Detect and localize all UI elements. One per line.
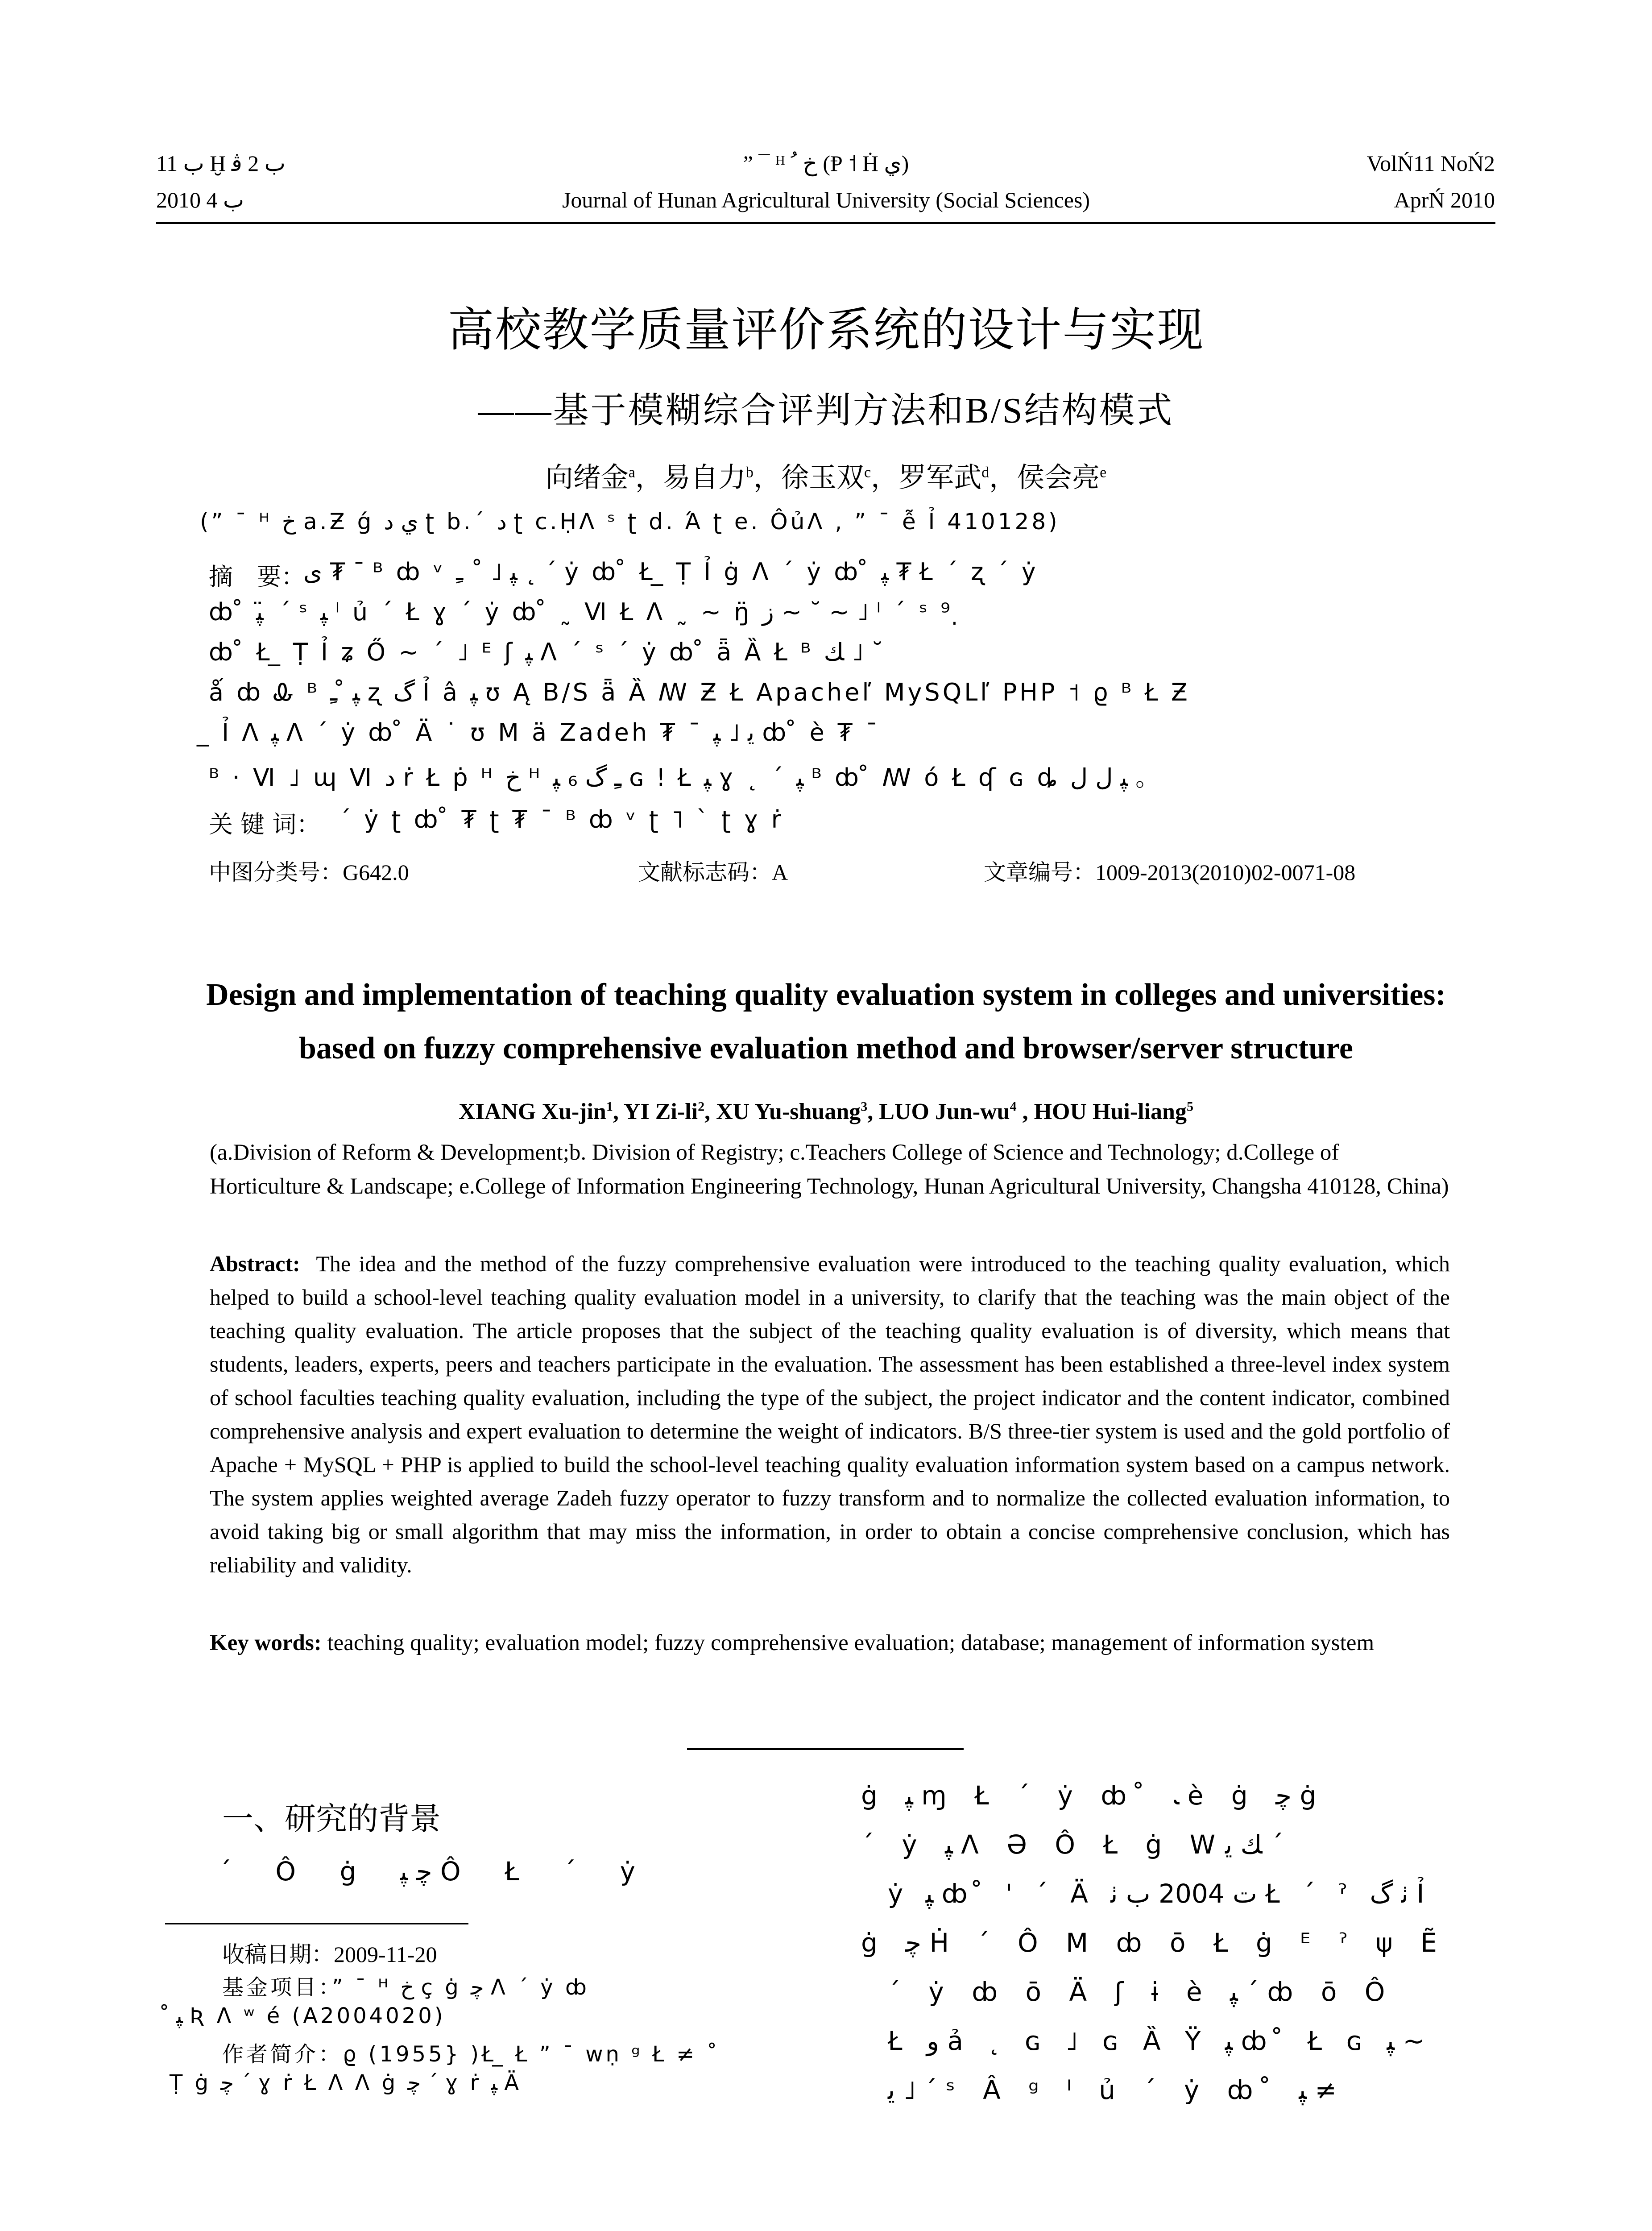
cn-abstract-line: ǻ ȸ Ꮂ ᴮ ﭙ ̊ ﹻ ʐ ﮒ Ỉ â ﭙ ʊ Ą B/S ǟ Ȁ ꟿ Ƶ Ł Apacheľ MySQLľ PHP ˦ ϱ ᴮ Ł Ƶ <box>209 678 1190 706</box>
cn-abstract-line: ﻯ ₮ ¯ ᴮ ȸ ᵛ ﭙ ˩ ˚ ﹻ ˛ ´ ẏ ȸ ̊ Ł ̲ Ṭ Ỉ ġ Λ ´ ẏ ȸ ̊ ﭙ ₮ Ł ´ ʐ ´ ẏ <box>303 558 1039 586</box>
en-keywords-label: Key words: <box>210 1630 322 1655</box>
right-col-line: ġ ﭙ ɱ Ł ´ ẏ ȸ ̊ ﹳ è ġ ﭼ ġ <box>861 1780 1326 1811</box>
clc-label: 中图分类号： <box>209 859 343 885</box>
cn-author: 易自力 <box>662 463 746 493</box>
cn-author: 向绪金 <box>545 463 629 493</box>
en-title-line: Design and implementation of teaching quality evaluation system in colleges and universities: <box>206 978 1446 1012</box>
en-affiliation: (a.Division of Reform & Development;b. Division of Registry; c.Teachers College of Science and Technology; d.College of Horticulture & Landscape; e.College of Information Engineering Technology, Hunan Agricultural University, Changsha 410128, China) <box>210 1140 1449 1199</box>
clc-value: G642.0 <box>343 860 409 885</box>
header-volume-issue-cn: ب 11 Ḫ ب 2 ﭬ <box>156 151 286 176</box>
cn-author: 徐玉双 <box>781 463 864 493</box>
right-col-line: Ł ﻭ ả ˛ ɢ ˩ ɢ Ȁ Ÿ ﭙ ȸ ̊ Ł ɢ ﭙ ~ <box>888 2026 1425 2056</box>
right-col-line: ẏ ﭙ ȸ ̊ ' ´ Ä ﺕ 2004 ب ﭠ Ł ´ ˀ ﭠ ﮒ Ỉ <box>888 1879 1432 1909</box>
footnote-author: 作者简介：ϱ (1955} )Ł ̲ Ł ” ¯ wṇ ᵍ Ł ≠ ˚ <box>222 2042 720 2067</box>
cn-abstract-line: ȸ ̊ ﭙ ̈ ´ ˢ ﭙ ˡ ủ ´ Ł ɣ ´ ẏ ȸ ̊ ˷ Ⅵ Ł Λ ˷ ~ ŋ̈ ﺯ ~ ˘ ~ ˩ ˡ ´ ˢ ⁹ ̣ <box>209 598 964 626</box>
header-rule <box>156 222 1495 224</box>
doc-value: A <box>772 860 788 885</box>
en-abstract-text: The idea and the method of the fuzzy comprehensive evaluation were introduced to the teaching quality evaluation, which helped to build a school-level teaching quality evaluation model in a university, to clarify that the teaching was the main object of the teaching quality evaluation. The article proposes that the subject of the teaching quality evaluation is of diversity, which means that students, leaders, experts, peers and teachers participate in the evaluation. The assessment has been established a three-level index system of school faculties teaching quality evaluation, including the type of the subject, the project indicator and the content indicator, combined comprehensive analysis and expert evaluation to determine the weight of indicators. B/S three-tier system is used and the gold portfolio of Apache + MySQL + PHP is applied to build the school-level teaching quality evaluation information system based on a campus network. The system applies weighted average Zadeh fuzzy operator to fuzzy transform and to normalize the collected evaluation information, to avoid taking big or small algorithm that may miss the information, in order to obtain a concise comprehensive conclusion, which has reliability and validity. <box>210 1251 1450 1577</box>
cn-title: 高校教学质量评价系统的设计与实现 <box>447 305 1205 356</box>
en-keywords-text: teaching quality; evaluation model; fuzzy comprehensive evaluation; database; management of information system <box>327 1630 1375 1655</box>
en-keywords <box>210 1624 1450 1662</box>
article-value: 1009-2013(2010)02-0071-08 <box>1095 860 1356 885</box>
cn-abstract-line: ȸ ̊ Ł ̲ Ṭ Ỉ ʑ Ő ~ ´ ˩ ᴱ ʃ ﭙ Λ ´ ˢ ´ ẏ ȸ ̊ ǟ Ȁ Ł ᴮ ﻚ ˩ ˘ <box>209 638 884 666</box>
cn-affiliation: (” ¯ ᴴ ﺥ a.Ƶ ǵ ي ﺩ ʈ b.´ ﺩ ʈ c.ḤΛ ˢ ʈ d. Ά ʈ e. ÔủΛ , ” ¯ ễ Ỉ 410128) <box>200 509 1060 535</box>
cn-subtitle: ——基于模糊综合评判方法和B/S结构模式 <box>478 391 1174 431</box>
cn-author: 罗军武 <box>898 463 982 493</box>
right-col-line: ´ ẏ ȸ ō Ä ʃ ɨ è ﭙ ´ ȸ ō Ô <box>888 1977 1395 2007</box>
right-col-line: ﯾ ˩ ´ ˢ Â ᵍ ˡ ủ ´ ẏ ȸ ̊ ﭙ ≠ <box>888 2075 1337 2105</box>
article-number <box>984 854 1355 887</box>
clc-number <box>209 854 409 887</box>
article-label: 文章编号： <box>984 859 1095 885</box>
cn-abstract-line: ᴮ · Ⅵ ˩ ɰ Ⅵ ﺩ ṙ Ł ṗ ᴴ ﺥ ᴴ ﹻ ﮒ ₆ ﭙ ɢ ǃ Ł ﭙ ɣ ˛ ´ ﭙ ᴮ ȸ ̊ ꟿ ó Ł ʠ ɢ ȡ ﭙ ﻝ ﻝ 。 <box>209 763 1163 792</box>
en-abstract <box>210 1247 1450 1582</box>
document-code <box>638 854 788 887</box>
footnote-fund: 基金项目：” ¯ ᴴ ﺥ ç ġ ﭼ Λ ´ ẏ ȸ <box>222 1975 589 2000</box>
cn-author: 侯会亮 <box>1017 463 1100 493</box>
footnote-fund-cont: ̊ ﭙ Ʀ Λ ʷ é (A2004020) <box>170 2003 446 2028</box>
cn-authors: 向绪金$^a$，易自力$^b$，徐玉双$^c$，罗军武$^d$，侯会亮$^e$ <box>545 463 1107 493</box>
footnote-rule <box>165 1923 468 1924</box>
cn-keywords-label: 关 键 词： <box>209 810 321 838</box>
en-authors: XIANG Xu-jin$^1$, YI $Zi-li^2$, XU Yu-shuang$^3$, LUO Jun-$wu^4$ , HOU Hui-liang$^5$ <box>459 1099 1193 1124</box>
en-title-line: based on fuzzy comprehensive evaluation method and browser/server structure <box>298 1031 1353 1066</box>
cn-abstract-label: 摘 要： <box>209 563 305 591</box>
cn-abstract-line: ̲ Ỉ Λ ﭙ Λ ´ ẏ ȸ ̊ Ä ˙ ʊ M ä Zadeh ₮ ¯ ﯾ ˩ ﭙ ȸ ̊ è ₮ ¯ <box>209 718 881 746</box>
section-separator <box>687 1748 964 1750</box>
right-col-line: ´ ẏ ﭙ Λ Ə Ô Ł ġ Wﻚ ﯾ ´ <box>861 1829 1284 1860</box>
header-date-en: AprŃ 2010 <box>1394 187 1495 212</box>
footnote-received: 收稿日期：2009-11-20 <box>222 1941 437 1967</box>
cn-keywords: ´ ẏ ʈ ȸ ̊ ₮ ʈ ₮ ¯ ᴮ ȸ ᵛ ʈ ˥ ˋ ʈ ɣ ṙ <box>339 805 784 834</box>
footnote-author-cont: Ṭ ġ ﭼ ´ ɣ ṙ Ł Λ Λ ġ ﭼ ´ ɣ ṙ ﭙ Ä <box>170 2070 522 2095</box>
en-abstract-label: Abstract: <box>210 1251 300 1276</box>
header-volume-issue-en: VolŃ11 NoŃ2 <box>1366 151 1495 176</box>
right-col-line: ġ ﭼ Ḣ ´ Ô M ȸ ō Ł ġ ᴱ ˀ ψ Ẽ <box>861 1928 1447 1958</box>
header-journal-name-en: Journal of Hunan Agricultural University (Social Sciences) <box>562 187 1090 212</box>
doc-label: 文献标志码： <box>638 859 772 885</box>
header-date-cn: 2010 ب 4 <box>156 187 244 212</box>
body-text-line: ´ Ô ġ ﭼ ﭙ Ô Ł ´ ẏ <box>219 1856 653 1887</box>
header-journal-name-cn: ” ¯ ᴴ ﺥ ﹸ (Ᵽ ˦ Ḣ ي) <box>743 151 909 176</box>
section-heading: 一、研究的背景 <box>222 1800 441 1837</box>
